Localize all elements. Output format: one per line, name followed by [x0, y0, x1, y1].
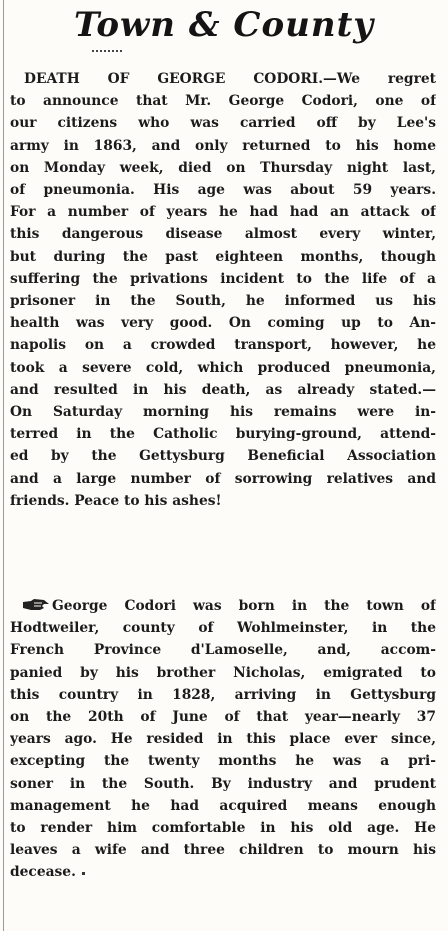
article-line-final	[10, 861, 436, 883]
section-heading: Town & County	[73, 5, 375, 45]
end-mark	[82, 872, 85, 875]
pointing-hand-icon	[22, 598, 50, 612]
article-line: to render him comfortable in his old age. He	[10, 820, 436, 837]
article-line: health was very good. On coming up to An-	[10, 315, 436, 332]
article-line: French Province d'Lamoselle, and, accom-	[10, 642, 436, 659]
article-line: on the 20th of June of that year—nearly 37	[10, 709, 436, 726]
article-line: and resulted in his death, as already stated.—	[10, 381, 436, 398]
article-line: decease.	[10, 864, 76, 881]
article-line: but during the past eighteen months, though	[10, 248, 436, 265]
article-line: Hodtweiler, county of Wohlmeinster, in the	[10, 620, 436, 637]
article-line: George Codori was born in the town of	[52, 598, 436, 614]
biography-article	[10, 595, 436, 884]
article-line: prisoner in the South, he informed us his	[10, 293, 436, 310]
article-line: this country in 1828, arriving in Gettysburg	[10, 686, 436, 703]
article-line: this dangerous disease almost every winter,	[10, 226, 436, 243]
article-line: on Monday week, died on Thursday night last,	[10, 159, 436, 176]
article-line: years ago. He resided in this place ever since,	[10, 731, 436, 748]
article-line: On Saturday morning his remains were in-	[10, 404, 436, 421]
article-line: ed by the Gettysburg Beneficial Association	[10, 448, 436, 465]
article-line: DEATH OF GEORGE CODORI.—We regret	[24, 71, 436, 87]
article-line: friends. Peace to his ashes!	[10, 492, 222, 509]
article-line: For a number of years he had had an attack of	[10, 204, 436, 221]
article-line: panied by his brother Nicholas, emigrated to	[10, 664, 436, 681]
article-line: and a large number of sorrowing relatives and	[10, 470, 436, 487]
article-line: of pneumonia. His age was about 59 years.	[10, 182, 436, 199]
article-line: to announce that Mr. George Codori, one of	[10, 93, 436, 110]
article-line: napolis on a crowded transport, however, he	[10, 337, 436, 354]
obituary-article	[10, 68, 436, 512]
article-line: terred in the Catholic burying-ground, attend-	[10, 426, 436, 443]
article-first-line	[10, 595, 436, 617]
article-line: army in 1863, and only returned to his home	[10, 137, 436, 154]
article-line: excepting the twenty months he was a pri-	[10, 753, 436, 770]
article-line: took a severe cold, which produced pneumonia,	[10, 359, 436, 376]
article-line: our citizens who was carried off by Lee's	[10, 115, 436, 132]
column-rule	[3, 0, 4, 931]
article-line: management he had acquired means enough	[10, 797, 436, 814]
article-line: soner in the South. By industry and prudent	[10, 775, 436, 792]
article-line: leaves a wife and three children to mourn his	[10, 842, 436, 859]
article-line: suffering the privations incident to the life of a	[10, 270, 436, 287]
heading-ornament	[92, 50, 122, 54]
